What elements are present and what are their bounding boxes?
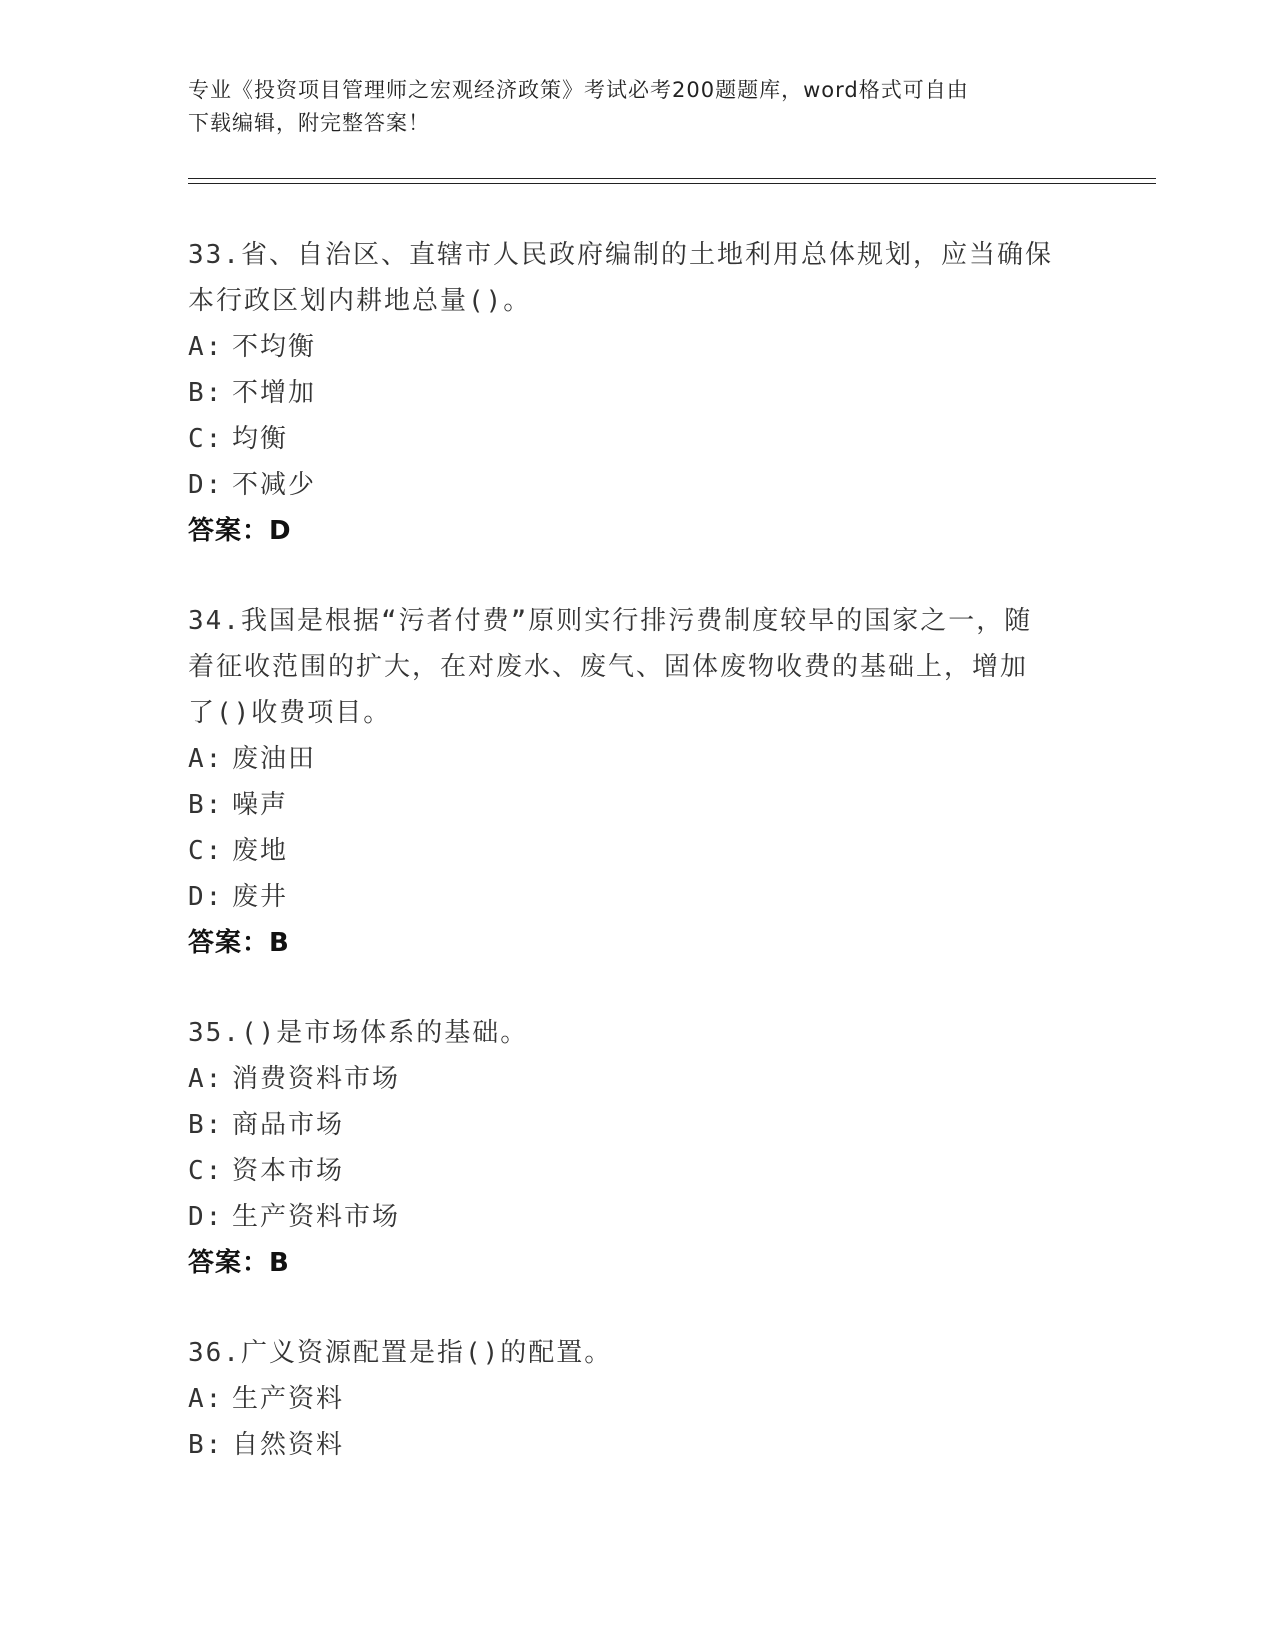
header-divider-bottom xyxy=(188,183,1156,184)
option-text: 废井 xyxy=(232,882,289,912)
option-d xyxy=(188,874,1088,920)
question-list xyxy=(188,232,1088,1512)
question-stem-line: 33.省、自治区、直辖市人民政府编制的土地利用总体规划，应当确保 xyxy=(188,240,1053,270)
question-stem-line: 本行政区划内耕地总量()。 xyxy=(188,286,532,316)
option-b xyxy=(188,782,1088,828)
option-text: 自然资料 xyxy=(232,1430,345,1460)
header-divider-top xyxy=(188,178,1156,179)
question-stem-line: 36.广义资源配置是指()的配置。 xyxy=(188,1338,613,1368)
document-header xyxy=(188,74,1088,140)
option-a xyxy=(188,324,1088,370)
option-b xyxy=(188,1422,1088,1468)
question-35 xyxy=(188,1010,1088,1286)
option-d xyxy=(188,1194,1088,1240)
option-text: 不减少 xyxy=(232,470,317,500)
question-33 xyxy=(188,232,1088,554)
option-text: 生产资料 xyxy=(232,1384,345,1414)
option-a xyxy=(188,1376,1088,1422)
question-stem-line: 了()收费项目。 xyxy=(188,698,392,728)
question-stem-line: 35.()是市场体系的基础。 xyxy=(188,1018,529,1048)
option-text: 商品市场 xyxy=(232,1110,345,1140)
option-text: 均衡 xyxy=(232,424,289,454)
option-text: 生产资料市场 xyxy=(232,1202,401,1232)
option-d xyxy=(188,462,1088,508)
question-stem-line: 着征收范围的扩大，在对废水、废气、固体废物收费的基础上，增加 xyxy=(188,652,1029,682)
option-letter: D: xyxy=(188,470,224,500)
option-letter: C: xyxy=(188,1156,224,1186)
option-letter: A: xyxy=(188,1064,224,1094)
option-c xyxy=(188,416,1088,462)
option-letter: A: xyxy=(188,744,224,774)
option-text: 废地 xyxy=(232,836,289,866)
option-text: 消费资料市场 xyxy=(232,1064,401,1094)
header-title-line-2: 下载编辑，附完整答案！ xyxy=(188,111,430,135)
option-letter: A: xyxy=(188,1384,224,1414)
option-letter: A: xyxy=(188,332,224,362)
option-letter: B: xyxy=(188,790,224,820)
option-a xyxy=(188,1056,1088,1102)
option-letter: D: xyxy=(188,1202,224,1232)
option-letter: C: xyxy=(188,424,224,454)
option-letter: C: xyxy=(188,836,224,866)
option-text: 废油田 xyxy=(232,744,317,774)
option-text: 不均衡 xyxy=(232,332,317,362)
header-title-line-1: 专业《投资项目管理师之宏观经济政策》考试必考200题题库，word格式可自由 xyxy=(188,78,969,102)
option-a xyxy=(188,736,1088,782)
option-b xyxy=(188,370,1088,416)
option-letter: B: xyxy=(188,378,224,408)
question-34 xyxy=(188,598,1088,966)
answer-label: 答案：B xyxy=(188,1248,290,1278)
option-b xyxy=(188,1102,1088,1148)
option-c xyxy=(188,828,1088,874)
question-36 xyxy=(188,1330,1088,1468)
option-letter: B: xyxy=(188,1430,224,1460)
question-stem-line: 34.我国是根据“污者付费”原则实行排污费制度较早的国家之一，随 xyxy=(188,606,1033,636)
answer-label: 答案：B xyxy=(188,928,290,958)
option-c xyxy=(188,1148,1088,1194)
option-text: 不增加 xyxy=(232,378,317,408)
option-letter: B: xyxy=(188,1110,224,1140)
answer-label: 答案：D xyxy=(188,516,292,546)
option-text: 噪声 xyxy=(232,790,289,820)
option-letter: D: xyxy=(188,882,224,912)
option-text: 资本市场 xyxy=(232,1156,345,1186)
